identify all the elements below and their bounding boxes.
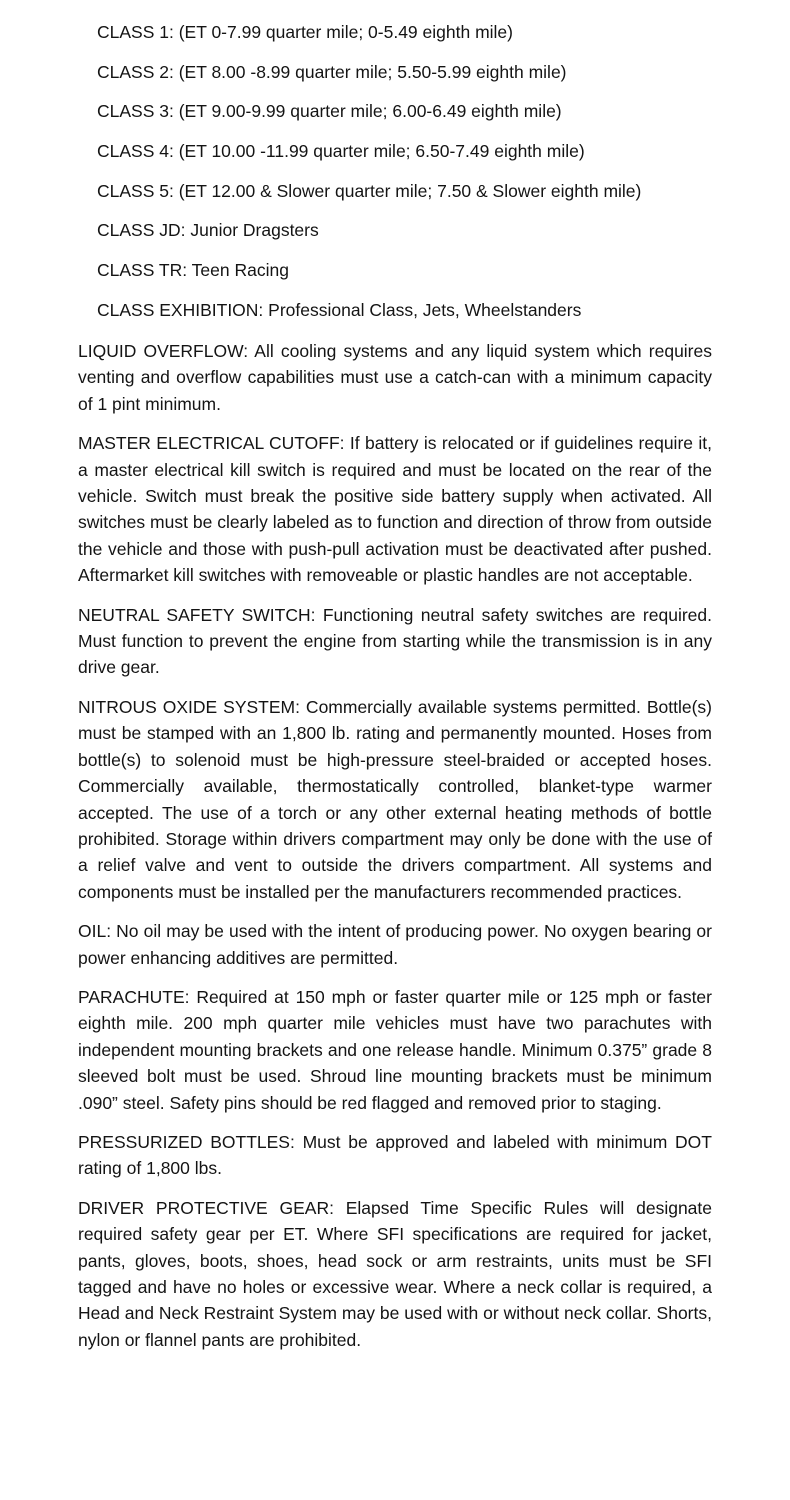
class-2-line: CLASS 2: (ET 8.00 -8.99 quarter mile; 5.50-5.99 eighth mile) (97, 61, 567, 82)
neutral-safety-switch-paragraph: NEUTRAL SAFETY SWITCH: Functioning neutral safety switches are required. Must function to prevent the engine from starting while the transmission is in any drive gear. (78, 604, 712, 678)
pressurized-bottles-paragraph: PRESSURIZED BOTTLES: Must be approved and labeled with minimum DOT rating of 1,800 lbs. (78, 1131, 712, 1179)
nitrous-oxide-system-paragraph: NITROUS OXIDE SYSTEM: Commercially available systems permitted. Bottle(s) must be stamped with an 1,800 lb. rating and permanently mounted. Hoses from bottle(s) to solenoid must be high-pressure steel-braided or accepted hoses. Commercially available, thermostatically controlled, blanket-type warmer accepted. The use of a torch or any other external heating methods of bottle prohibited. Storage within drivers compartment may only be done with the use of a relief valve and vent to outside the drivers compartment. All systems and components must be installed per the manufacturers recommended practices. (78, 696, 712, 902)
rules-section (78, 338, 712, 1353)
oil-paragraph: OIL: No oil may be used with the intent of producing power. No oxygen bearing or power enhancing additives are permitted. (78, 921, 712, 968)
master-electrical-cutoff-paragraph: MASTER ELECTRICAL CUTOFF: If battery is relocated or if guidelines require it, a master electrical kill switch is required and must be located on the rear of the vehicle. Switch must break the positive side battery supply when activated. All switches must be clearly labeled as to function and direction of throw from outside the vehicle and those with push-pull activation must be deactivated after pushed. Aftermarket kill switches with removeable or plastic handles are not acceptable. (78, 433, 712, 586)
driver-protective-gear-paragraph: DRIVER PROTECTIVE GEAR: Elapsed Time Specific Rules will designate required safety gear per ET. Where SFI specifications are required for jacket, pants, gloves, boots, shoes, head sock or arm restraints, units must be SFI tagged and have no holes or excessive wear. Where a neck collar is required, a Head and Neck Restraint System may be used with or without neck collar. Shorts, nylon or flannel pants are prohibited. (78, 1197, 712, 1350)
class-tr-line: CLASS TR: Teen Racing (97, 260, 289, 281)
class-jd-line: CLASS JD: Junior Dragsters (97, 220, 319, 241)
parachute-paragraph: PARACHUTE: Required at 150 mph or faster quarter mile or 125 mph or faster eighth mile. 200 mph quarter mile vehicles must have two parachutes with independent mounting brackets and one release handle. Minimum 0.375” grade 8 sleeved bolt must be used. Shroud line mounting brackets must be minimum .090” steel. Safety pins should be red flagged and removed prior to staging. (78, 986, 712, 1113)
liquid-overflow-paragraph: LIQUID OVERFLOW: All cooling systems and any liquid system which requires venting and overflow capabilities must use a catch-can with a minimum capacity of 1 pint minimum. (78, 341, 712, 414)
class-list (97, 20, 757, 338)
class-1-line: CLASS 1: (ET 0-7.99 quarter mile; 0-5.49 eighth mile) (97, 22, 513, 42)
class-exhibition-line: CLASS EXHIBITION: Professional Class, Jets, Wheelstanders (97, 299, 582, 320)
class-3-line: CLASS 3: (ET 9.00-9.99 quarter mile; 6.00-6.49 eighth mile) (97, 101, 562, 122)
class-4-line: CLASS 4: (ET 10.00 -11.99 quarter mile; 6.50-7.49 eighth mile) (97, 141, 585, 162)
class-5-line: CLASS 5: (ET 12.00 & Slower quarter mile; 7.50 & Slower eighth mile) (97, 180, 642, 201)
